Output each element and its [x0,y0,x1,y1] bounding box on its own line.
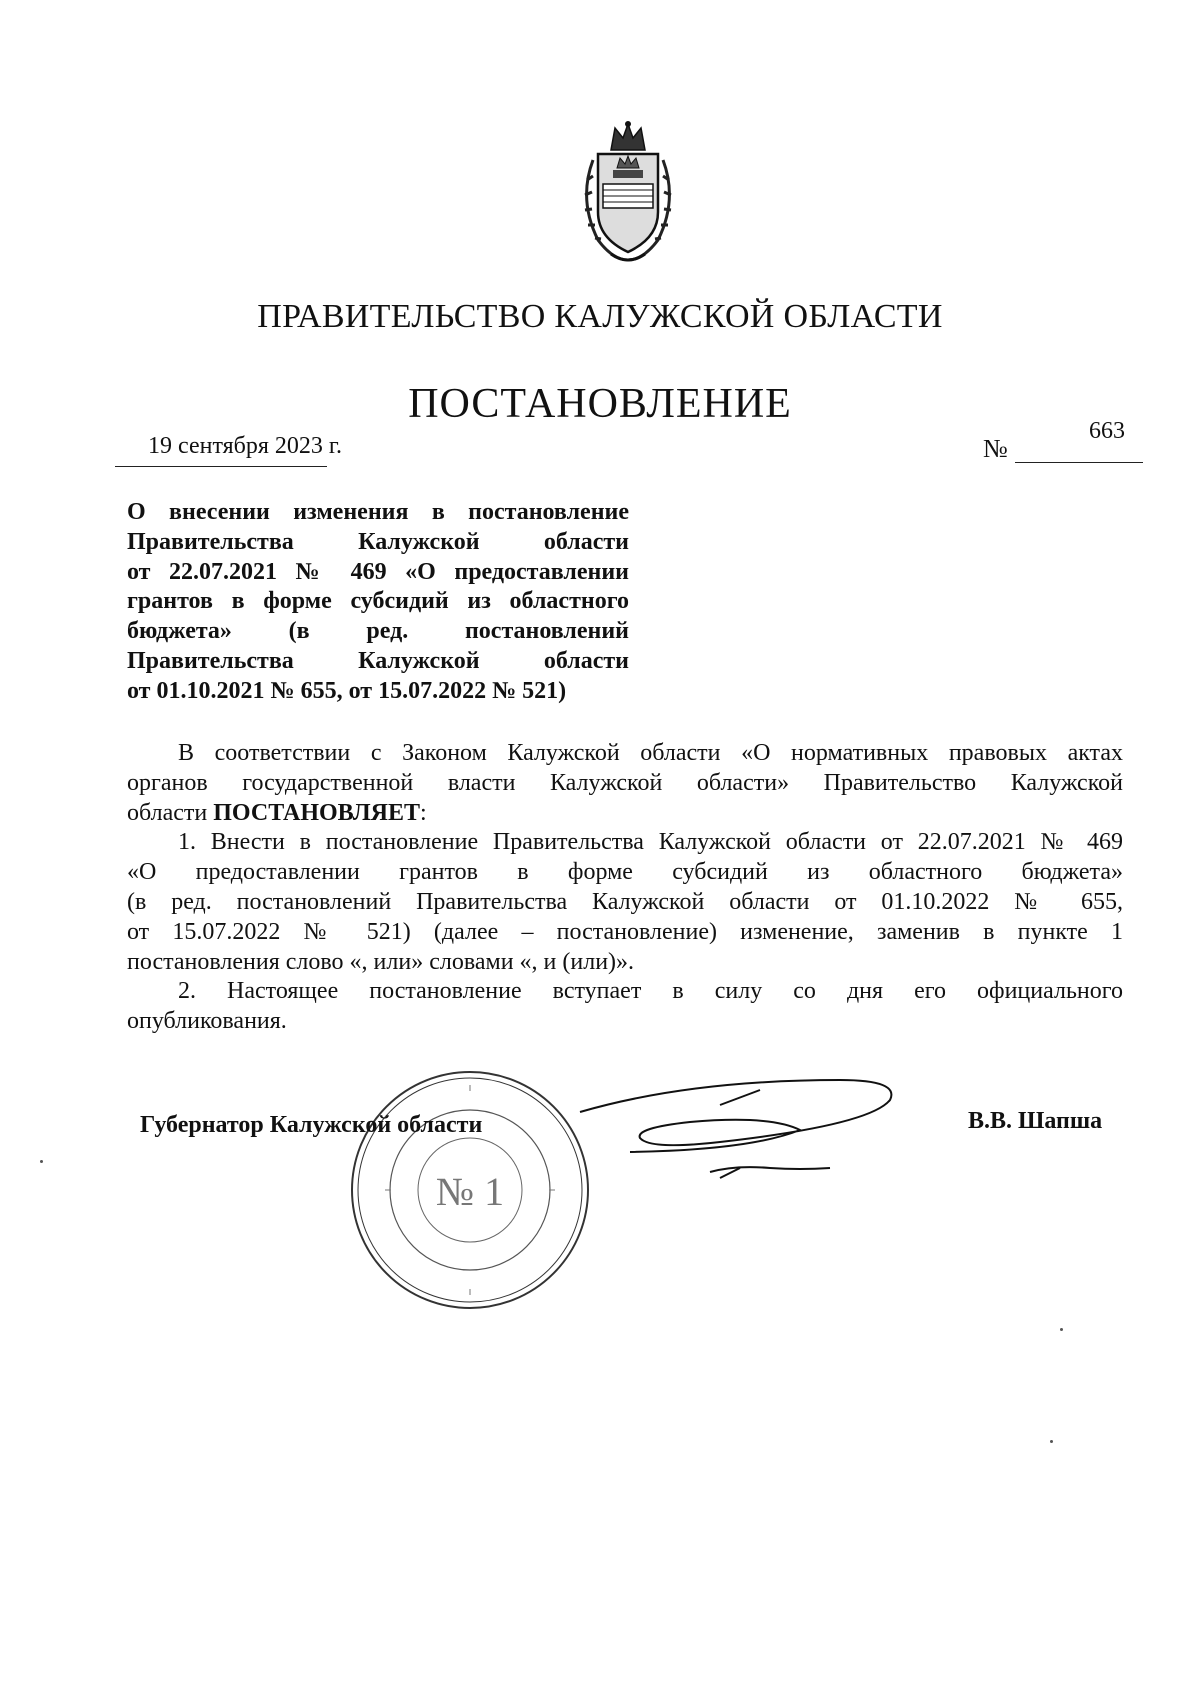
subject-line: Правительства Калужской области [127,647,629,674]
number-label: № [983,434,1008,463]
seal-icon [345,1065,595,1315]
body-text: : [420,799,427,826]
organization-name: ПРАВИТЕЛЬСТВО КАЛУЖСКОЙ ОБЛАСТИ [257,298,943,335]
seal-center-text: № 1 [435,1169,505,1214]
document-date: 19 сентября 2023 г. [148,433,343,459]
subject-line: О внесении изменения в постановление [127,499,629,525]
item-line: «О предоставлении грантов в форме субсидий из областного бюджета» [127,859,1123,886]
body-text: области [127,799,214,826]
item-line: 1. Внести в постановление Правительства Калужской области от 22.07.2021 № 469 [178,829,1123,856]
document-number: 663 [1089,418,1125,444]
scan-speck [1050,1440,1053,1443]
scan-speck [1060,1328,1063,1331]
item-line: от 15.07.2022 № 521) (далее – постановление) изменение, заменив в пункте 1 [127,918,1123,945]
governor-name: В.В. Шапша [968,1108,1103,1134]
subject-line: грантов в форме субсидий из областного [127,588,629,615]
item-line: опубликования. [127,1008,287,1035]
item-line: (в ред. постановлений Правительства Калужской области от 01.10.2022 № 655, [127,888,1123,915]
item-line: 2. Настоящее постановление вступает в силу со дня его официального [178,978,1123,1005]
body-line: В соответствии с Законом Калужской области «О нормативных правовых актах [178,740,1123,766]
signature-icon [570,1060,940,1190]
governor-title: Губернатор Калужской области [140,1112,483,1138]
subject-line: от 22.07.2021 № 469 «О предоставлении [127,558,629,585]
body-line: органов государственной власти Калужской области» Правительство Калужской [127,769,1123,796]
preamble-last-line [127,799,1123,829]
date-underline [115,466,327,467]
item-line: постановления слово «, или» словами «, и (или)». [127,948,635,975]
scan-speck [40,1160,43,1163]
subject-line: бюджета» (в ред. постановлений [127,618,629,645]
document-subject [127,498,629,707]
number-underline [1015,462,1143,463]
coat-of-arms-icon [573,120,683,266]
subject-line: от 01.10.2021 № 655, от 15.07.2022 № 521) [127,677,567,704]
decree-word: ПОСТАНОВЛЯЕТ [213,799,420,826]
document-type: ПОСТАНОВЛЕНИЕ [408,381,792,427]
subject-line: Правительства Калужской области [127,528,629,555]
document-body [127,739,1123,1037]
